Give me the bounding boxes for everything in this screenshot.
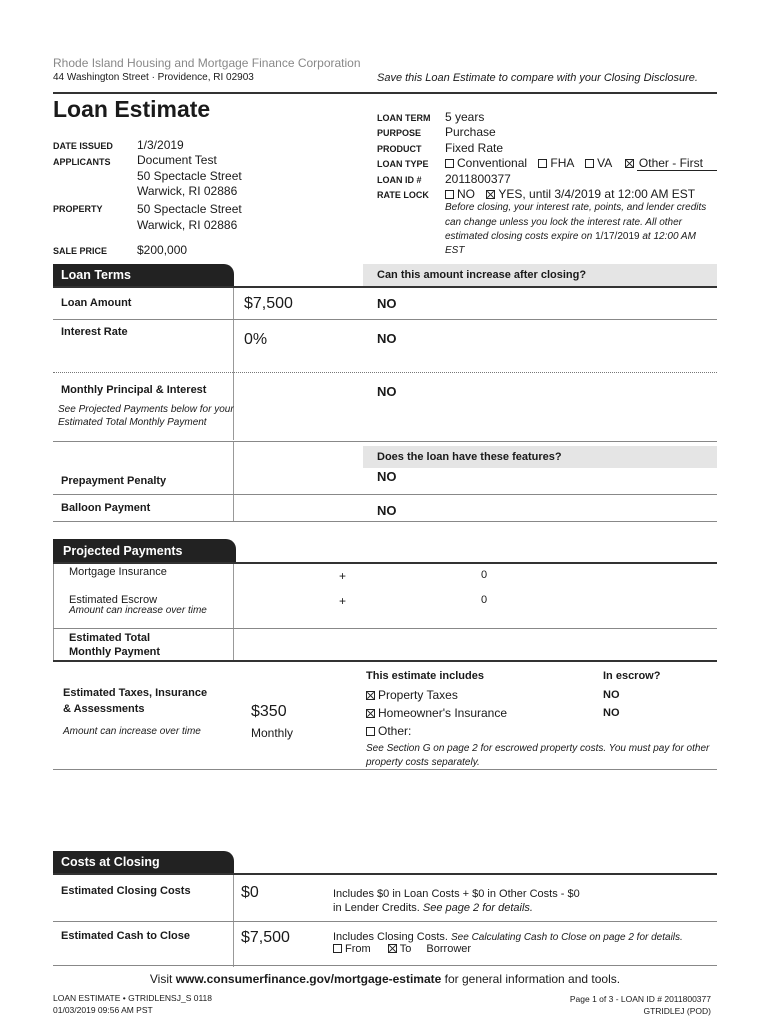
mortgage-insurance-label: Mortgage Insurance [69, 566, 167, 578]
footer-left-2: 01/03/2019 09:56 AM PST [53, 1005, 153, 1015]
closing-bottom-rule [53, 965, 717, 966]
increase-question-bar: Can this amount increase after closing? [363, 264, 717, 287]
closing-costs-desc-2b: See page 2 for details. [422, 902, 533, 914]
rate-lock-note-3 [445, 231, 696, 242]
row-rule [53, 521, 717, 522]
taxes-insurance-period: Monthly [251, 726, 294, 740]
loan-amount-answer: NO [377, 296, 397, 311]
escrow-note: Amount can increase over time [69, 605, 207, 616]
row-rule [53, 494, 717, 495]
rate-lock-yes-checkbox[interactable] [486, 190, 495, 199]
closing-costs-value: $0 [241, 884, 259, 901]
row-rule [53, 921, 717, 922]
interest-rate-label: Interest Rate [61, 326, 128, 338]
loan-type-label: LOAN TYPE [377, 159, 429, 169]
projected-total-rule [53, 660, 717, 662]
row-rule [53, 628, 717, 629]
loan-terms-tab: Loan Terms [53, 264, 234, 287]
rate-lock-note-2: can change unless you lock the interest rate. All other [445, 217, 682, 228]
property-address-line1: 50 Spectacle Street [137, 202, 242, 216]
homeowners-item [366, 706, 507, 720]
applicant-name: Document Test [137, 153, 217, 167]
balloon-payment-answer: NO [377, 503, 397, 518]
save-note: Save this Loan Estimate to compare with your Closing Disclosure. [377, 72, 698, 84]
to-checkbox[interactable] [388, 944, 397, 953]
balloon-payment-label: Balloon Payment [61, 502, 151, 514]
other-loan-type-label: Other - First [637, 156, 717, 171]
interest-rate-value: 0% [244, 331, 268, 348]
borrower-label: Borrower [426, 943, 472, 955]
purpose-label: PURPOSE [377, 128, 422, 138]
cash-to-close-label: Estimated Cash to Close [61, 930, 190, 942]
cash-to-close-desc [333, 931, 683, 943]
va-label: VA [597, 156, 612, 170]
footer-right-1: Page 1 of 3 - LOAN ID # 2011800377 [569, 994, 711, 1004]
projected-divider [233, 564, 234, 660]
rate-lock-note-4: EST [445, 245, 465, 256]
visit-line [0, 972, 770, 986]
monthly-pi-note-2: Estimated Total Monthly Payment [58, 417, 207, 428]
va-checkbox[interactable] [585, 159, 594, 168]
in-escrow-header: In escrow? [603, 670, 661, 682]
other-checkbox[interactable] [366, 727, 375, 736]
cash-desc-b: See Calculating Cash to Close on page 2 for details. [451, 932, 683, 943]
projected-payments-tab: Projected Payments [53, 539, 236, 563]
taxes-insurance-label-1: Estimated Taxes, Insurance [63, 687, 208, 699]
visit-url-link[interactable]: www.consumerfinance.gov/mortgage-estimate [175, 972, 442, 986]
other-loan-type-checkbox[interactable] [625, 159, 634, 168]
property-taxes-escrow: NO [603, 689, 620, 701]
loan-type-options [445, 156, 717, 170]
to-label: To [399, 943, 412, 955]
costs-at-closing-tab: Costs at Closing [53, 851, 234, 874]
row-rule [53, 319, 717, 320]
other-item [366, 724, 411, 738]
mortgage-insurance-value: 0 [481, 569, 488, 581]
rate-lock-yes-label: YES, until 3/4/2019 at 12:00 AM EST [498, 187, 696, 201]
prepayment-penalty-answer: NO [377, 469, 397, 484]
loan-id-label: LOAN ID # [377, 175, 422, 185]
product-label: PRODUCT [377, 144, 422, 154]
taxes-insurance-label-2: & Assessments [63, 703, 145, 715]
estimated-escrow-plus: + [339, 594, 347, 608]
rate-lock-label: RATE LOCK [377, 190, 429, 200]
fha-label: FHA [550, 156, 574, 170]
rate-lock-note-3a: estimated closing costs expire on [445, 231, 596, 242]
closing-costs-desc-1: Includes $0 in Loan Costs + $0 in Other Costs - $0 [333, 888, 580, 900]
footer-left-1: LOAN ESTIMATE • GTRIDLENSJ_S 0118 [53, 993, 213, 1003]
property-taxes-label: Property Taxes [378, 688, 458, 702]
other-label: Other: [378, 724, 412, 738]
product-value: Fixed Rate [445, 141, 504, 155]
monthly-pi-note-1: See Projected Payments below for your [58, 404, 234, 415]
monthly-pi-answer: NO [377, 384, 397, 399]
property-address-line2: Warwick, RI 02886 [137, 218, 238, 232]
section-g-note-1: See Section G on page 2 for escrowed property costs. You must pay for other [366, 743, 710, 754]
homeowners-label: Homeowner's Insurance [378, 706, 508, 720]
applicant-address-line2: Warwick, RI 02886 [137, 184, 238, 198]
loan-amount-value: $7,500 [244, 295, 293, 312]
projected-left-border [53, 564, 54, 660]
section-g-note-2: property costs separately. [366, 757, 480, 768]
cash-from-to [333, 943, 471, 955]
taxes-insurance-amount: $350 [251, 703, 287, 720]
interest-rate-answer: NO [377, 331, 397, 346]
fha-checkbox[interactable] [538, 159, 547, 168]
rate-lock-no-checkbox[interactable] [445, 190, 454, 199]
features-divider [233, 442, 234, 522]
applicant-address-line1: 50 Spectacle Street [137, 169, 242, 183]
property-label: PROPERTY [53, 204, 103, 214]
features-question-bar: Does the loan have these features? [363, 446, 717, 468]
closing-costs-label: Estimated Closing Costs [61, 885, 191, 897]
rate-lock-note-1: Before closing, your interest rate, points, and lender credits [445, 202, 707, 213]
closing-rule [53, 873, 717, 875]
page-title: Loan Estimate [53, 96, 211, 122]
date-issued-label: DATE ISSUED [53, 141, 113, 151]
closing-costs-desc-2a: in Lender Credits. [333, 902, 423, 914]
loan-id-value: 2011800377 [445, 172, 511, 186]
sale-price-label: SALE PRICE [53, 246, 108, 256]
loan-term-label: LOAN TERM [377, 113, 431, 123]
header-rule [53, 92, 717, 94]
rate-lock-expiry-date: 1/17/2019 [595, 231, 640, 242]
homeowners-checkbox[interactable] [366, 709, 375, 718]
date-issued-value: 1/3/2019 [137, 138, 184, 152]
estimated-escrow-value: 0 [481, 594, 488, 606]
cash-to-close-value: $7,500 [241, 929, 290, 946]
conventional-label: Conventional [457, 156, 528, 170]
visit-a: Visit [149, 972, 176, 986]
from-label: From [345, 943, 371, 955]
row-rule [53, 372, 717, 373]
footer-right-2: GTRIDLEJ (POD) [643, 1006, 711, 1016]
visit-b: for general information and tools. [441, 972, 621, 986]
cash-desc-a: Includes Closing Costs. [333, 931, 451, 943]
property-taxes-item [366, 688, 458, 702]
lender-address: 44 Washington Street · Providence, RI 02903 [53, 72, 254, 83]
loan-amount-label: Loan Amount [61, 297, 132, 309]
rate-lock-options [445, 187, 695, 201]
loan-term-value: 5 years [445, 110, 485, 124]
loan-terms-divider [233, 288, 234, 440]
conventional-checkbox[interactable] [445, 159, 454, 168]
monthly-pi-label: Monthly Principal & Interest [61, 384, 207, 396]
rate-lock-no-label: NO [457, 187, 475, 201]
estimate-includes-header: This estimate includes [366, 670, 484, 682]
applicants-label: APPLICANTS [53, 157, 111, 167]
lender-name: Rhode Island Housing and Mortgage Finance Corporation [53, 56, 361, 70]
rate-lock-note-3b: at 12:00 AM [639, 231, 696, 242]
projected-rule [53, 562, 717, 564]
total-monthly-label-2: Monthly Payment [69, 646, 161, 658]
row-rule [53, 769, 717, 770]
purpose-value: Purchase [445, 125, 496, 139]
property-taxes-checkbox[interactable] [366, 691, 375, 700]
row-rule [53, 441, 717, 442]
sale-price-value: $200,000 [137, 243, 188, 257]
loan-terms-rule [53, 286, 717, 288]
homeowners-escrow: NO [603, 707, 620, 719]
closing-costs-desc-2 [333, 902, 533, 914]
taxes-insurance-note: Amount can increase over time [63, 726, 201, 737]
prepayment-penalty-label: Prepayment Penalty [61, 475, 167, 487]
from-checkbox[interactable] [333, 944, 342, 953]
total-monthly-label-1: Estimated Total [69, 632, 151, 644]
mortgage-insurance-plus: + [339, 569, 347, 583]
estimated-escrow-label: Estimated Escrow [69, 594, 158, 606]
